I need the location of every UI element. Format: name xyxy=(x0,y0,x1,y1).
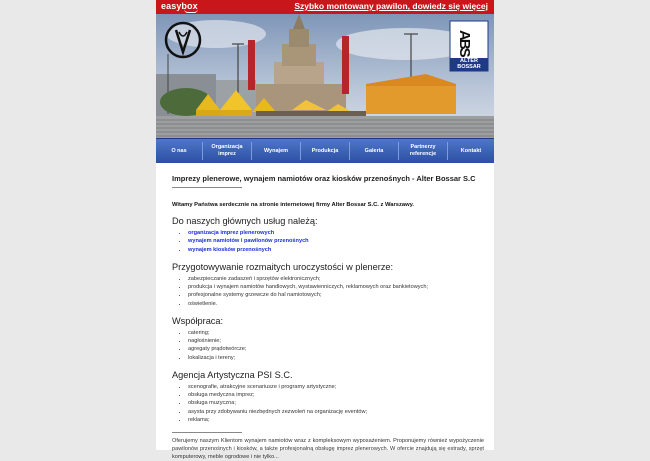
nav-item-galeria[interactable]: Galeria xyxy=(364,147,384,154)
nav-item-partnerzy-referencje[interactable]: Partnerzy referencje xyxy=(409,144,437,157)
agency-heading: Agencja Artystyczna PSI S.C. xyxy=(172,369,293,380)
prep-list xyxy=(172,276,484,308)
list-item: • reklama; xyxy=(188,417,484,424)
abs-badge-letters: ABS xyxy=(456,30,473,56)
nav-item-kontakt[interactable]: Kontakt xyxy=(460,147,482,154)
list-item: • nagłośnienie; xyxy=(188,338,484,345)
services-list xyxy=(172,230,484,254)
coop-list xyxy=(172,330,484,362)
list-item: • lokalizacja i tereny; xyxy=(188,355,484,362)
nav-item-wynajem[interactable]: Wynajem xyxy=(263,147,289,154)
promo-link[interactable]: Szybko montowany pawilon, dowiedz się więcej xyxy=(294,1,488,11)
page-container xyxy=(156,0,494,460)
list-item: • profesjonalne systemy grzewcze do hal namiotowych; xyxy=(188,292,484,299)
prep-heading: Przygotowywanie rozmaitych uroczystości w plenerze: xyxy=(172,261,394,272)
service-link-organizacja[interactable]: • organizacja imprez plenerowych xyxy=(188,230,484,237)
closing-paragraph: Oferujemy naszym Klientom wynajem namiotów wraz z kompleksowym wyposażeniem. Proponujemy również wypożyczenie pawilonów przenośnych i kiosków, a także profesjonalną obsługę imprez plenerowych. W ofercie znajdują się estrady, sprzęt komputerowy, meble ogrodowe i nie tylko... xyxy=(172,437,484,460)
list-item: • oświetlenie. xyxy=(188,301,484,308)
main-content xyxy=(172,168,484,461)
nav-item-organizacja-imprez[interactable]: Organizacja imprez xyxy=(211,144,243,157)
logo-swoosh-icon xyxy=(184,9,198,13)
service-link-namioty[interactable]: • wynajem namiotów i pawilonów przenośnych xyxy=(188,238,484,245)
coop-heading: Współpraca: xyxy=(172,315,224,326)
list-item: • asysta przy zdobywaniu niezbędnych zezwoleń na organizację eventów; xyxy=(188,409,484,416)
nav-item-o-nas[interactable]: O nas xyxy=(171,147,187,154)
easybox-logo[interactable]: easybox xyxy=(161,1,198,11)
list-item: • zabezpieczanie zadaszeń i sprzętów elektronicznych; xyxy=(188,276,484,283)
top-bar xyxy=(156,0,494,14)
list-item: • produkcja i wynajem namiotów handlowych, wystawienniczych, reklamowych oraz bankietowych; xyxy=(188,284,484,291)
abs-badge-alter: ALTER xyxy=(460,58,478,64)
header-banner xyxy=(156,14,494,138)
section-divider xyxy=(172,432,242,433)
list-item: • obsługa medyczna imprez; xyxy=(188,392,484,399)
agency-list xyxy=(172,384,484,424)
list-item: • catering; xyxy=(188,330,484,337)
list-item: • agregaty prądotwórcze; xyxy=(188,346,484,353)
main-navigation xyxy=(156,138,494,163)
nav-item-produkcja[interactable]: Produkcja xyxy=(311,147,339,154)
welcome-text: Witamy Państwa serdecznie na stronie internetowej firmy Alter Bossar S.C. z Warszawy. xyxy=(172,202,414,208)
list-item: • obsługa muzyczna; xyxy=(188,400,484,407)
services-heading: Do naszych głównych usług należą: xyxy=(172,216,318,226)
service-link-kioski[interactable]: • wynajem kiosków przenośnych xyxy=(188,247,484,254)
title-divider xyxy=(172,187,242,188)
abs-badge-bossar: BOSSAR xyxy=(457,64,481,70)
list-item: • scenografie, atrakcyjne scenariusze i programy artystyczne; xyxy=(188,384,484,391)
banner-photo xyxy=(156,14,494,138)
page-title: Imprezy plenerowe, wynajem namiotów oraz kiosków przenośnych - Alter Bossar S.C xyxy=(172,174,476,183)
